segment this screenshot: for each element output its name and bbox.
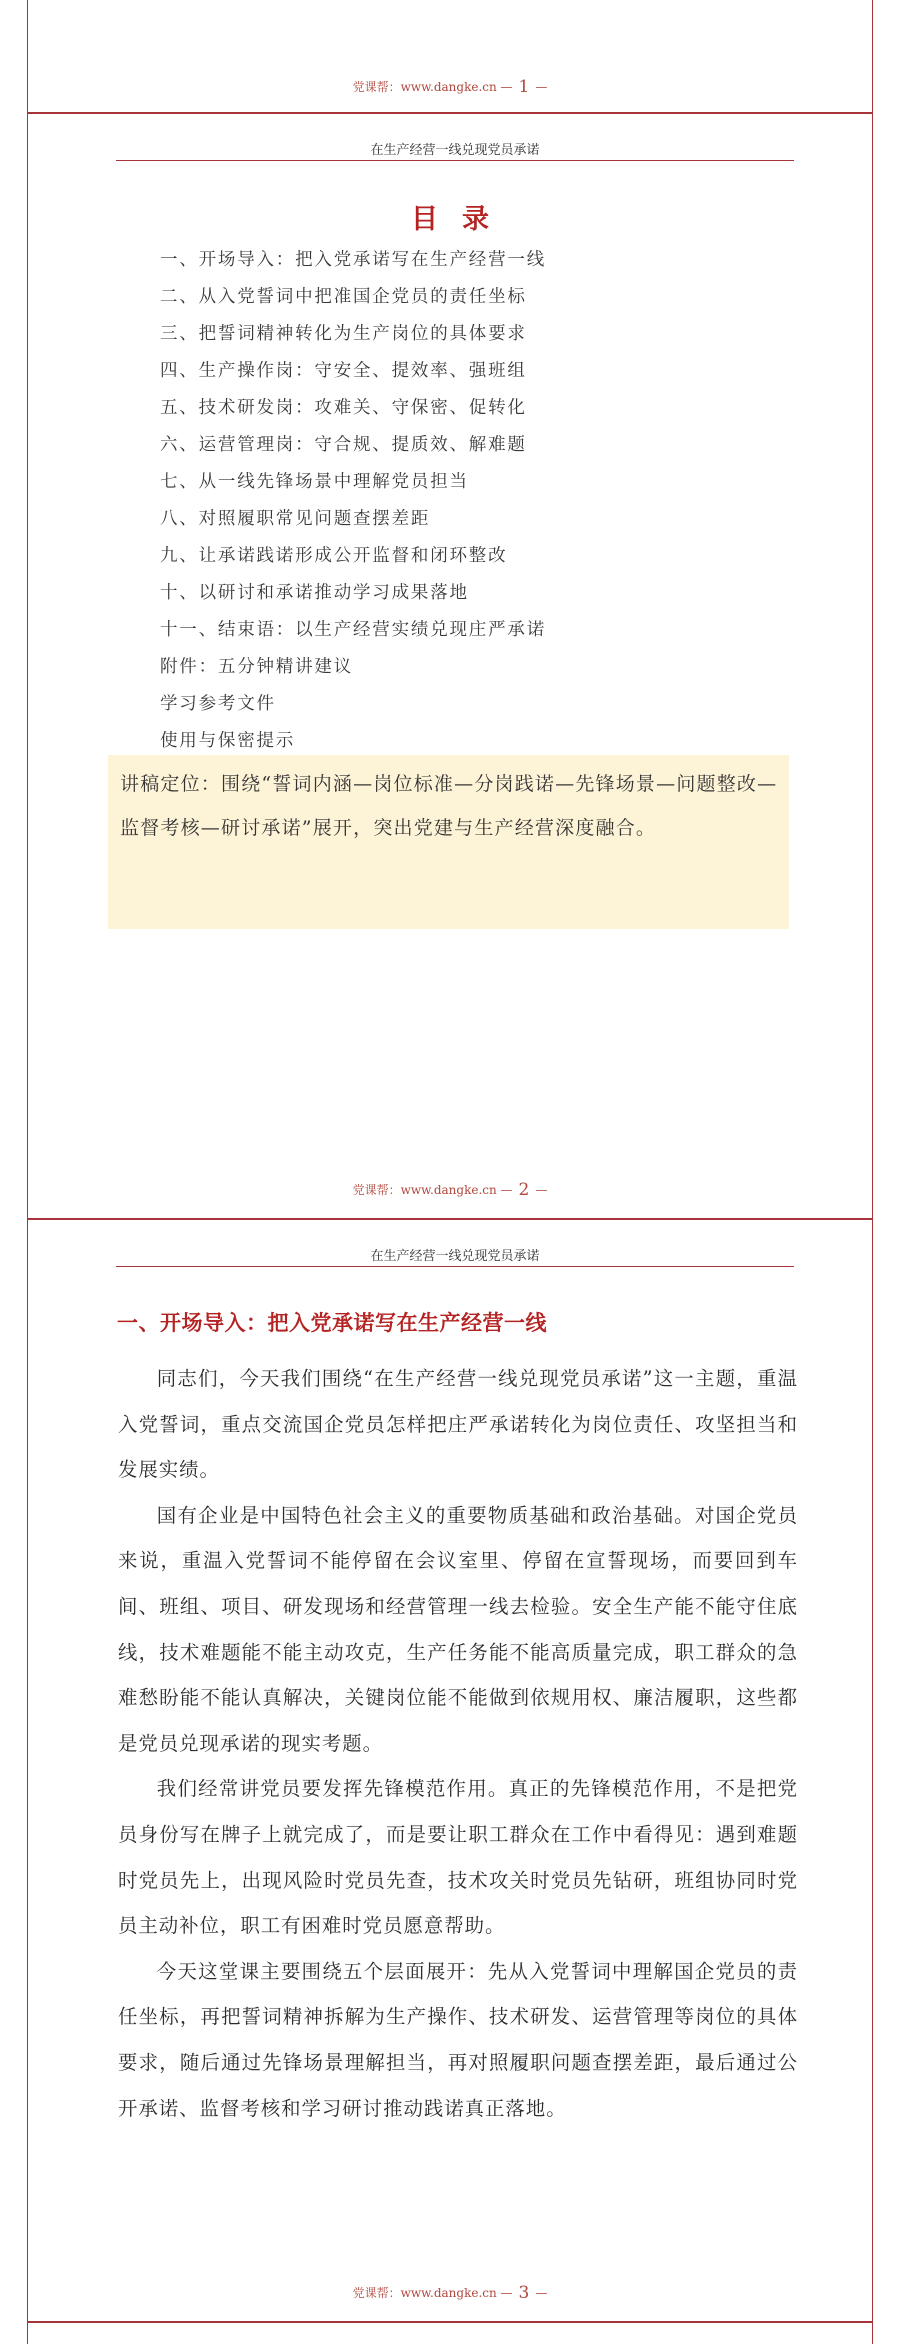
footer-dash: — bbox=[500, 1183, 513, 1197]
header-rule bbox=[116, 1266, 794, 1267]
toc-item[interactable]: 六、运营管理岗：守合规、提质效、解难题 bbox=[160, 435, 527, 455]
page-separator bbox=[27, 2321, 873, 2323]
toc-item[interactable]: 八、对照履职常见问题查摆差距 bbox=[160, 509, 431, 529]
toc-item[interactable]: 四、生产操作岗：守安全、提效率、强班组 bbox=[160, 361, 527, 381]
section-heading: 一、开场导入：把入党承诺写在生产经营一线 bbox=[117, 1311, 547, 1335]
page-number: 3 bbox=[518, 2283, 530, 2303]
page-number: 2 bbox=[518, 1180, 530, 1200]
footer-site[interactable]: 党课帮：www.dangke.cn bbox=[352, 1183, 497, 1197]
body-paragraph: 我们经常讲党员要发挥先锋模范作用。真正的先锋模范作用，不是把党员身份写在牌子上就完成了，而是要让职工群众在工作中看得见：遇到难题时党员先上，出现风险时党员先查，技术攻关时党员先钻研，班组协同时党员主动补位，职工有困难时党员愿意帮助。 bbox=[118, 1777, 798, 1938]
footer-dash: — bbox=[500, 80, 513, 94]
running-header: 在生产经营一线兑现党员承诺 bbox=[370, 143, 540, 158]
positioning-note-text: 讲稿定位：围绕“誓词内涵—岗位标准—分岗践诺—先锋场景—问题整改—监督考核—研讨承诺”展开，突出党建与生产经营深度融合。 bbox=[120, 773, 778, 839]
toc-item[interactable]: 二、从入党誓词中把准国企党员的责任坐标 bbox=[160, 287, 527, 307]
toc-item[interactable]: 十、以研讨和承诺推动学习成果落地 bbox=[160, 583, 469, 603]
page-number: 1 bbox=[518, 77, 530, 97]
body-paragraph: 国有企业是中国特色社会主义的重要物质基础和政治基础。对国企党员来说，重温入党誓词不能停留在会议室里、停留在宣誓现场，而要回到车间、班组、项目、研发现场和经营管理一线去检验。安全生产能不能守住底线，技术难题能不能主动攻克，生产任务能不能高质量完成，职工群众的急难愁盼能不能认真解决，关键岗位能不能做到依规用权、廉洁履职，这些都是党员兑现承诺的现实考题。 bbox=[118, 1503, 798, 1755]
toc-item[interactable]: 三、把誓词精神转化为生产岗位的具体要求 bbox=[160, 324, 527, 344]
toc-title: 目录 bbox=[411, 204, 513, 235]
footer-dash: — bbox=[500, 2286, 513, 2300]
toc-item[interactable]: 使用与保密提示 bbox=[160, 731, 296, 751]
body-paragraph: 同志们，今天我们围绕“在生产经营一线兑现党员承诺”这一主题，重温入党誓词，重点交流国企党员怎样把庄严承诺转化为岗位责任、攻坚担当和发展实绩。 bbox=[118, 1367, 798, 1482]
footer-site[interactable]: 党课帮：www.dangke.cn bbox=[352, 2286, 497, 2300]
toc-item[interactable]: 学习参考文件 bbox=[160, 694, 276, 714]
page-separator bbox=[27, 112, 873, 114]
toc-item[interactable]: 附件：五分钟精讲建议 bbox=[160, 657, 353, 677]
toc-item[interactable]: 十一、结束语：以生产经营实绩兑现庄严承诺 bbox=[160, 620, 546, 640]
page-frame-left bbox=[27, 0, 28, 2344]
footer-dash: — bbox=[535, 80, 548, 94]
page-footer bbox=[0, 1180, 900, 1200]
page-separator bbox=[27, 1218, 873, 1220]
footer-dash: — bbox=[535, 2286, 548, 2300]
body-paragraph: 今天这堂课主要围绕五个层面展开：先从入党誓词中理解国企党员的责任坐标，再把誓词精神拆解为生产操作、技术研发、运营管理等岗位的具体要求，随后通过先锋场景理解担当，再对照履职问题查摆差距，最后通过公开承诺、监督考核和学习研讨推动践诺真正落地。 bbox=[118, 1959, 798, 2120]
page-footer bbox=[0, 77, 900, 97]
running-header: 在生产经营一线兑现党员承诺 bbox=[370, 1249, 540, 1264]
table-of-contents bbox=[160, 242, 780, 760]
section-body bbox=[118, 1356, 798, 2131]
toc-item[interactable]: 五、技术研发岗：攻难关、守保密、促转化 bbox=[160, 398, 527, 418]
page-frame-right bbox=[872, 0, 873, 2344]
positioning-note bbox=[108, 755, 789, 929]
toc-item[interactable]: 七、从一线先锋场景中理解党员担当 bbox=[160, 472, 469, 492]
footer-site[interactable]: 党课帮：www.dangke.cn bbox=[352, 80, 497, 94]
toc-item[interactable]: 九、让承诺践诺形成公开监督和闭环整改 bbox=[160, 546, 508, 566]
toc-item[interactable]: 一、开场导入：把入党承诺写在生产经营一线 bbox=[160, 250, 546, 270]
footer-dash: — bbox=[535, 1183, 548, 1197]
page-footer bbox=[0, 2283, 900, 2303]
header-rule bbox=[116, 160, 794, 161]
